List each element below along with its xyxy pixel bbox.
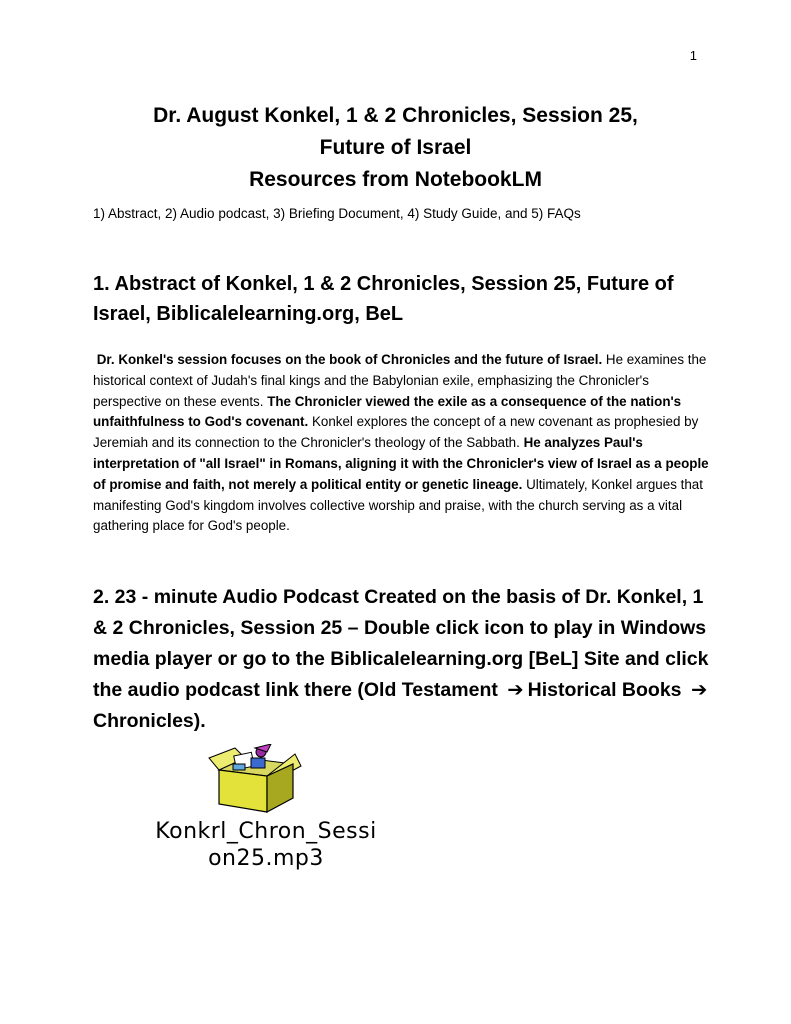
document-title (0, 100, 791, 196)
abstract-bold-3: He analyzes Paul's interpretation of "all Israel" in Romans, aligning it with the Chronicler's view of Israel as a people of promise and faith, not merely a political entity or genetic lineage. (93, 435, 709, 492)
title-line-1: Dr. August Konkel, 1 & 2 Chronicles, Session 25, (153, 104, 638, 127)
file-name-line-1: Konkrl_Chron_Sessi (155, 819, 377, 844)
abstract-text-3: Ultimately, Konkel argues that manifesting God's kingdom involves collective worship and praise, with the church serving as a vital gathering place for God's people. (93, 476, 703, 534)
podcast-heading-text-2: Historical Books (527, 679, 682, 701)
abstract-bold-2: The Chronicler viewed the exile as a consequence of the nation's unfaithfulness to God's covenant. (93, 393, 682, 430)
title-line-2: Future of Israel (319, 136, 472, 159)
resource-list: 1) Abstract, 2) Audio podcast, 3) Briefing Document, 4) Study Guide, and 5) FAQs (93, 206, 581, 221)
page-number: 1 (689, 48, 697, 63)
abstract-heading-line-2: Israel, Biblicalelearning.org, BeL (93, 303, 404, 325)
abstract-text-2: Konkel explores the concept of a new covenant as prophesied by Jeremiah and its connection to the Chronicler's theology of the Sabbath. (93, 414, 699, 451)
arrow-right-icon: ➔ (690, 679, 708, 701)
abstract-text-1: He examines the historical context of Judah's final kings and the Babylonian exile, emphasizing the Chronicler's perspective on these events. (93, 352, 707, 409)
podcast-heading (93, 582, 713, 737)
file-name-line-2: on25.mp3 (208, 846, 324, 871)
arrow-right-icon: ➔ (507, 679, 524, 701)
audio-package-icon[interactable] (205, 744, 305, 816)
abstract-paragraph (93, 350, 713, 537)
audio-file-label[interactable] (96, 818, 436, 872)
abstract-heading (93, 269, 693, 329)
podcast-heading-text-3: Chronicles). (93, 710, 206, 732)
abstract-heading-line-1: 1. Abstract of Konkel, 1 & 2 Chronicles, Session 25, Future of (93, 273, 674, 295)
podcast-heading-text-1: 2. 23 - minute Audio Podcast Created on the basis of Dr. Konkel, 1 & 2 Chronicles, Session 25 – Double click icon to play in Windows media player or go to the Biblicalelearning.org [BeL] Site and click the audio podcast link there (Old Testament (93, 586, 709, 701)
title-line-3: Resources from NotebookLM (249, 168, 542, 191)
abstract-bold-1: Dr. Konkel's session focuses on the book of Chronicles and the future of Israel. (96, 352, 603, 367)
